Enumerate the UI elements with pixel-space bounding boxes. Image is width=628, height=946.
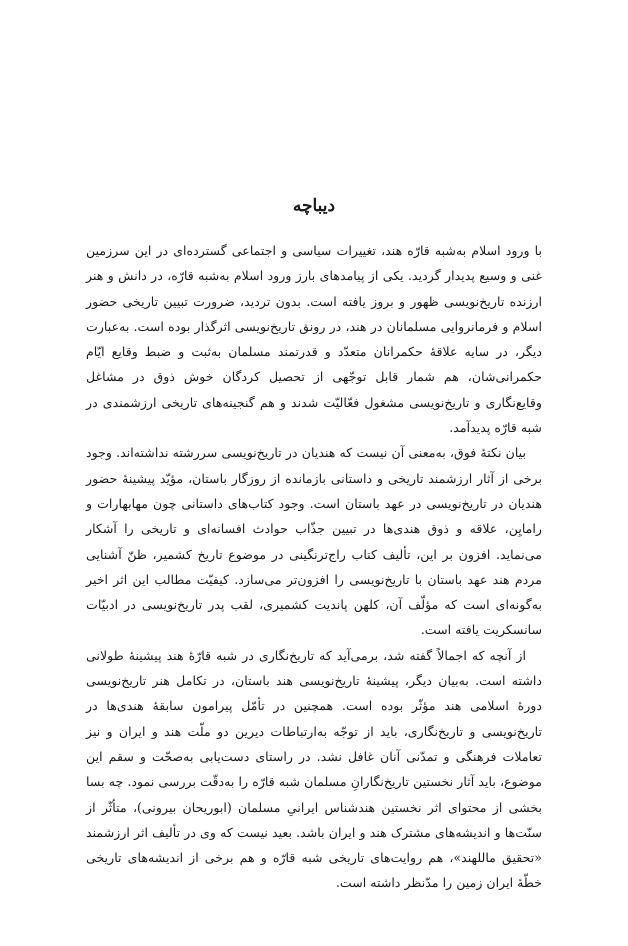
paragraph-2: بیان نکتهٔ فوق، به‌معنی آن نیست که هندیان در تاریخ‌نویسی سررشته نداشته‌اند. وجود برخی از آثار ارزشمند تاریخی و داستانی بازمانده از روزگار باستان، مؤیّد پیشینهٔ حضور هندیان در تاریخ‌نویسی در عهد باستان است. وجود کتاب‌های داستانی چون مهابهارات و رامایِن، علاقه و ذوق هندی‌ها در تبیین جذّاب حوادث افسانه‌ای و تاریخی را آشکار می‌نماید. افزون بر این، تألیف کتاب راج‌ترنگینی در موضوع تاریخ کشمیر، ظنّ آشنایی مردم هند عهد باستان با تاریخ‌نویسی را افزون‌تر می‌سازد. کیفیّت مطالب این اثر اخیر به‌گونه‌ای است که مؤلّف آن، کلهن پاندیت کشمیری، لقب پدر تاریخ‌نویسی در ادبیّات سانسکریت یافته است. [86,445,542,638]
paragraph-3: از آنچه که اجمالاً گفته شد، برمی‌آید که تاریخ‌نگاری در شبه قارّهٔ هند پیشینهٔ طولانی داشته است. به‌بیان دیگر، پیشینهٔ تاریخ‌نویسی هند باستان، در تکامل هنر تاریخ‌نویسی دورهٔ اسلامی هند مؤثّر بوده است. همچنین در تأمّل پیرامون سابقهٔ هندی‌ها در تاریخ‌نویسی و تاریخ‌نگاری، باید از توجّه به‌ارتباطات دیرین دو ملّت هند و ایران و نیز تعاملات فرهنگی و تمدّنی آنان غافل نشد. در راستای دست‌یابی به‌صحّت و سقم این موضوع، باید آثار نخستین تاریخ‌نگارانِ مسلمان شبه قارّه را به‌دقّت بررسی نمود. چه بسا بخشی از محتوای اثر نخستین هندشناس ایرانیِ مسلمان (ابوریحان بیرونی)، متأثّر از سنّت‌ها و اندیشه‌های مشترک هند و ایران باشد. بعید نیست که وی در تألیف اثر ارزشمند «تحقیق ماللهند»، هم روایت‌های تاریخی شبه قارّه و هم برخی از اندیشه‌های تاریخی خطّهٔ ایران زمین را مدّنظر داشته است. [86,647,542,891]
page-title: دیباچه [292,196,336,216]
paragraph-1: با ورود اسلام به‌شبه قارّه هند، تغییرات سیاسی و اجتماعی گسترده‌ای در این سرزمین غنی و وسیع پدیدار گردید. یکی از پیامدهای بارز ورود اسلام به‌شبه قارّه، در دانش و هنر ارزنده تاریخ‌نویسی ظهور و بروز یافته است. بدون تردید، ضرورت تبیین تاریخی حضور اسلام و فرمانروایی مسلمانان در هند، در رونق تاریخ‌نویسی اثرگذار بوده است. به‌عبارت دیگر، در سایه علاقهٔ حکمرانان متعدّد و قدرتمند مسلمان به‌ثبت و ضبط وقایع ایّام حکمرانی‌شان، هم شمار قابل توجّهی از تحصیل کردگان خوش ذوق در مشاغل وقایع‌نگاری و تاریخ‌نویسی مشغول فعّالیّت شدند و هم گنجینه‌های تاریخی ارزشمندی در شبه قارّه پدیدآمد. [86,243,542,436]
body-text [86,238,542,896]
